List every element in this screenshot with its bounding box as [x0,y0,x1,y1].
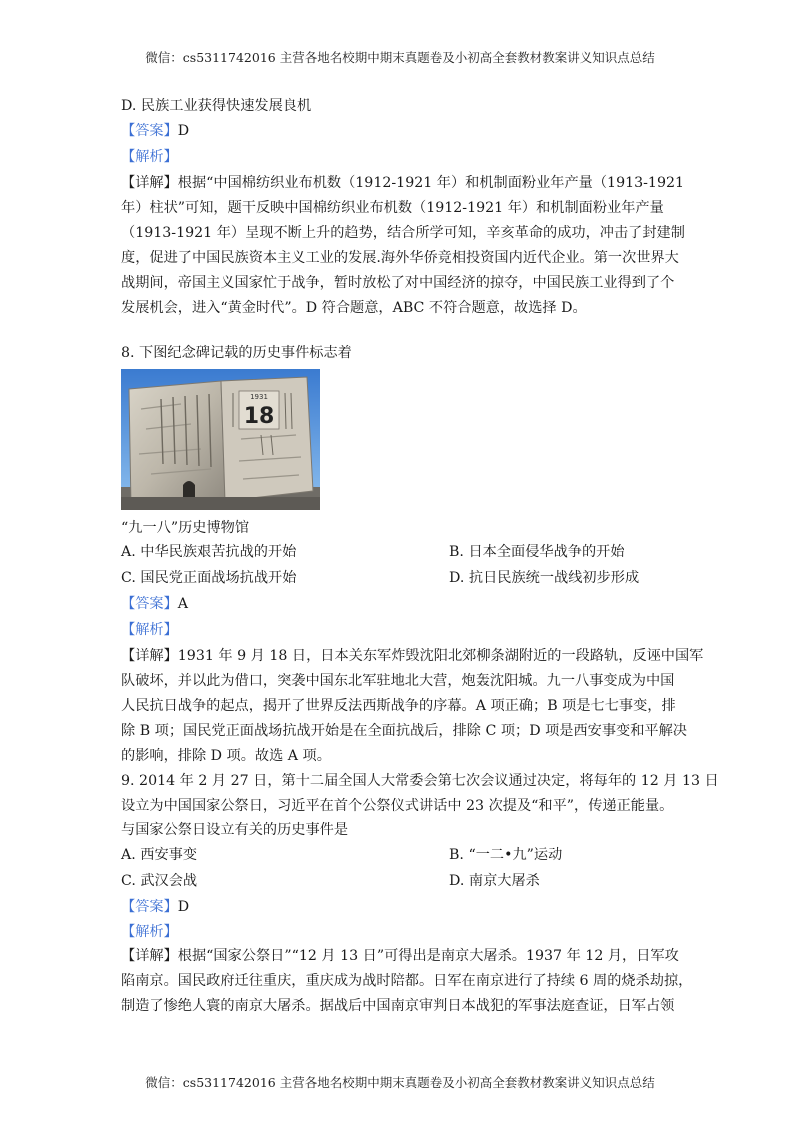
q7-answer [121,121,189,141]
q9-detail-line: 制造了惨绝人寰的南京大屠杀。据战后中国南京审判日本战犯的军事法庭查证，日军占领 [121,998,675,1014]
q7-detail-line [121,173,684,193]
q9-stem-line: 9. 2014 年 2 月 27 日，第十二届全国人大常委会第七次会议通过决定，将每年的 12 月 13 日 [121,773,719,789]
q8-option-a: A. 中华民族艰苦抗战的开始 [121,544,297,560]
answer-value: A [177,596,189,612]
answer-value: D [177,123,190,139]
q8-detail-line [121,646,703,666]
q8-option-b: B. 日本全面侵华战争的开始 [449,544,625,560]
q8-detail-line: 的影响，排除 D 项。故选 A 项。 [121,748,331,764]
q9-detail-line: 陷南京。国民政府迁往重庆，重庆成为战时陪都。日军在南京进行了持续 6 周的烧杀劫掠， [121,973,693,989]
answer-tag: 【答案】 [121,899,178,915]
q9-analysis-tag: 【解析】 [121,924,178,940]
answer-value: D [177,899,190,915]
answer-tag: 【答案】 [121,123,178,139]
detail-text: 1931 年 9 月 18 日，日本关东军炸毁沈阳北郊柳条湖附近的一段路轨，反诬中国军 [177,648,704,664]
answer-tag: 【答案】 [121,596,178,612]
q8-stem: 8. 下图纪念碑记载的历史事件标志着 [121,345,352,361]
q8-detail-line: 人民抗日战争的起点，揭开了世界反法西斯战争的序幕。A 项正确；B 项是七七事变，排 [121,698,676,714]
q9-answer [121,897,189,917]
page-footer: 微信：cs5311742016 主营各地名校期中期末真题卷及小初高全套教材教案讲义知识点总结 [145,1075,655,1090]
detail-text: 根据“国家公祭日”“12 月 13 日”可得出是南京大屠杀。1937 年 12 月，日军攻 [177,948,679,964]
q7-detail-line: 年）柱状”可知，题干反映中国棉纺织业布机数（1912-1921 年）和机制面粉业年产量 [121,200,664,216]
detail-tag: 【详解】 [121,648,178,664]
detail-text: 根据“中国棉纺织业布机数（1912-1921 年）和机制面粉业年产量（1913-1921 [177,175,685,191]
q7-detail-line: （1913-1921 年）呈现不断上升的趋势，结合所学可知，辛亥革命的成功，冲击了封建制 [121,225,685,241]
q8-option-c: C. 国民党正面战场抗战开始 [121,570,297,586]
monument-year: 1931 [250,393,268,401]
q8-detail-line: 队破坏，并以此为借口，突袭中国东北军驻地北大营，炮轰沈阳城。九一八事变成为中国 [121,673,675,689]
q9-option-c: C. 武汉会战 [121,873,198,889]
q8-option-d: D. 抗日民族统一战线初步形成 [449,570,640,586]
q8-detail-line: 除 B 项；国民党正面战场抗战开始是在全面抗战后，排除 C 项；D 项是西安事变和平解决 [121,723,687,739]
q9-detail-line [121,946,679,966]
detail-tag: 【详解】 [121,948,178,964]
q8-analysis-tag: 【解析】 [121,622,178,638]
q9-stem-line: 与国家公祭日设立有关的历史事件是 [121,822,349,838]
monument-photo [121,369,320,510]
q7-detail-line: 战期间，帝国主义国家忙于战争，暂时放松了对中国经济的掠夺，中国民族工业得到了个 [121,275,675,291]
monument-day: 18 [243,404,275,429]
q7-analysis-tag: 【解析】 [121,149,178,165]
q7-option-d: D. 民族工业获得快速发展良机 [121,98,312,114]
q9-option-b: B. “一二•九”运动 [449,847,563,863]
q9-option-a: A. 西安事变 [121,847,198,863]
q7-detail-line: 度，促进了中国民族资本主义工业的发展.海外华侨竞相投资国内近代企业。第一次世界大 [121,250,679,266]
page-header: 微信：cs5311742016 主营各地名校期中期末真题卷及小初高全套教材教案讲义知识点总结 [145,50,655,65]
q9-option-d: D. 南京大屠杀 [449,873,540,889]
q8-caption: “九一八”历史博物馆 [121,520,250,536]
q9-stem-line: 设立为中国国家公祭日，习近平在首个公祭仪式讲话中 23 次提及“和平”，传递正能量。 [121,798,674,814]
q7-detail-line: 发展机会，进入“黄金时代”。D 符合题意，ABC 不符合题意，故选择 D。 [121,300,587,316]
detail-tag: 【详解】 [121,175,178,191]
q8-answer [121,594,188,614]
